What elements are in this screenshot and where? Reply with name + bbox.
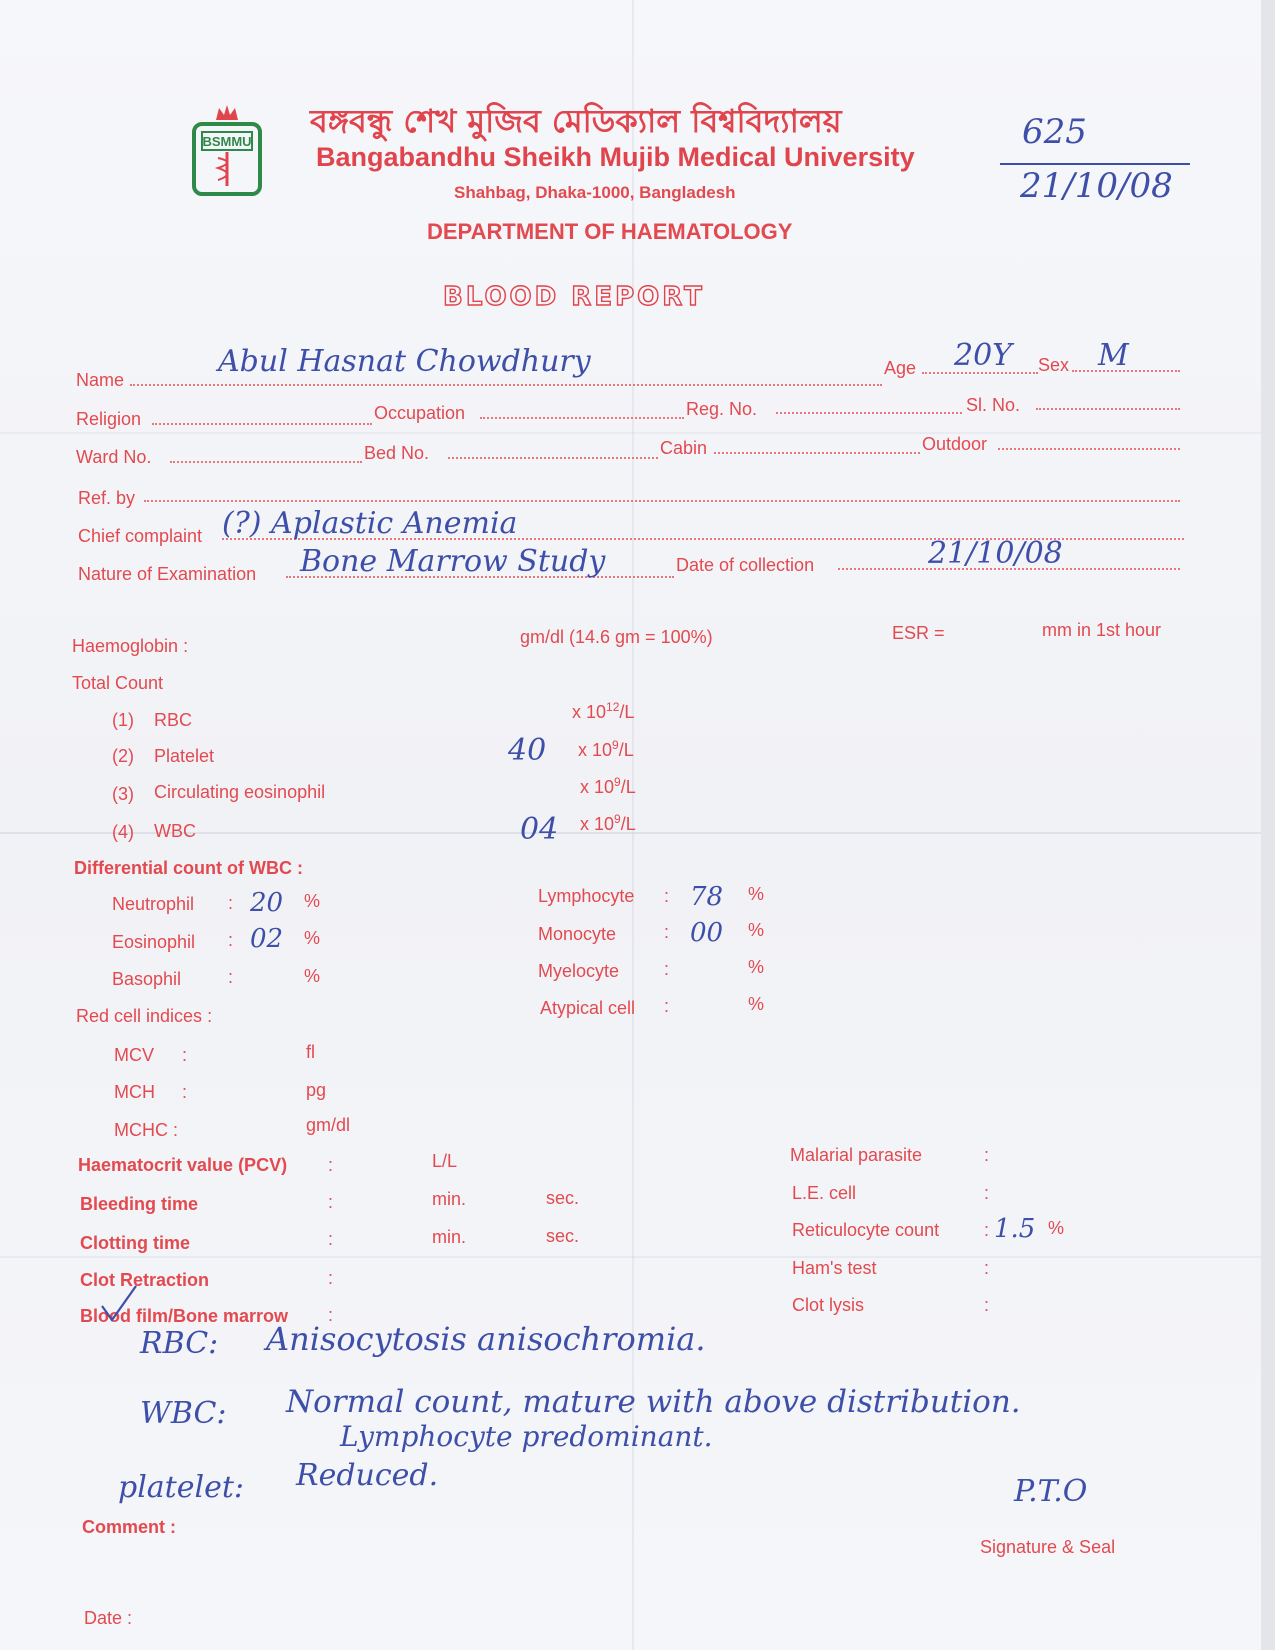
- eosinophil-unit: x $10^9/L$: [580, 775, 636, 797]
- wbc-number: (4): [112, 822, 134, 842]
- dotted-line: [776, 412, 962, 414]
- malarial-parasite-label: Malarial parasite: [790, 1145, 923, 1165]
- mcv-unit: fl: [306, 1042, 315, 1062]
- colon: :: [182, 1082, 188, 1102]
- colon: :: [228, 930, 234, 950]
- eosinophil-value: 02: [250, 924, 284, 954]
- esr-unit: mm in 1st hour: [1042, 620, 1162, 640]
- lymphocyte-label: Lymphocyte: [538, 886, 635, 906]
- nature-of-examination-label: Nature of Examination: [78, 564, 257, 584]
- esr-label: ESR =: [892, 623, 945, 643]
- haemoglobin-unit: gm/dl (14.6 gm = 100%): [520, 627, 713, 647]
- sl-no-label: Sl. No.: [966, 395, 1021, 415]
- colon: :: [328, 1305, 334, 1325]
- platelet-value: 40: [508, 733, 547, 768]
- colon: :: [664, 996, 670, 1016]
- myelocyte-label: Myelocyte: [538, 961, 620, 981]
- patient-sex: M: [1098, 338, 1129, 373]
- colon: :: [664, 959, 670, 979]
- university-address: Shahbag, Dhaka-1000, Bangladesh: [454, 183, 736, 202]
- clotting-sec-unit: sec.: [546, 1226, 580, 1246]
- percent-sign: %: [1048, 1218, 1065, 1238]
- patient-name: Abul Hasnat Chowdhury: [218, 344, 591, 379]
- mchc-label: MCHC :: [114, 1120, 178, 1140]
- crown-icon: [214, 104, 240, 122]
- dotted-line: [998, 448, 1180, 450]
- rbc-unit: x $10^{12}/L$: [572, 700, 635, 722]
- logo-text: BSMMU: [202, 134, 252, 149]
- date-label: Date :: [84, 1608, 133, 1628]
- clotting-time-label: Clotting time: [80, 1233, 190, 1253]
- pto-note: P.T.O: [1014, 1474, 1088, 1509]
- bed-no-label: Bed No.: [364, 443, 430, 463]
- colon: :: [984, 1220, 990, 1240]
- monocyte-label: Monocyte: [538, 924, 617, 944]
- colon: :: [228, 893, 234, 913]
- percent-sign: %: [748, 994, 765, 1014]
- checkmark-icon: [98, 1284, 140, 1324]
- platelet-number: (2): [112, 746, 134, 766]
- eosinophil-label: Eosinophil: [112, 932, 196, 952]
- university-name: Bangabandhu Sheikh Mujib Medical University: [316, 142, 915, 172]
- reg-no-label: Reg. No.: [686, 399, 758, 419]
- cabin-label: Cabin: [660, 438, 708, 458]
- colon: :: [328, 1229, 334, 1249]
- platelet-finding: Reduced.: [296, 1458, 439, 1493]
- paper-fold: [0, 432, 1275, 434]
- serial-note: 625: [1022, 112, 1087, 152]
- age-label: Age: [884, 358, 917, 378]
- percent-sign: %: [748, 884, 765, 904]
- clot-lysis-label: Clot lysis: [792, 1295, 865, 1315]
- colon: :: [328, 1192, 334, 1212]
- blood-film-label: Blood film/Bone marrow: [80, 1306, 289, 1326]
- report-title: BLOOD REPORT: [443, 282, 705, 312]
- rbc-finding: Anisocytosis anisochromia.: [266, 1320, 706, 1358]
- colon: :: [664, 886, 670, 906]
- platelet-finding-prefix: platelet:: [118, 1470, 245, 1505]
- hams-test-label: Ham's test: [792, 1258, 877, 1278]
- pcv-label: Haematocrit value (PCV): [78, 1155, 288, 1175]
- percent-sign: %: [748, 957, 765, 977]
- bleeding-min-unit: min.: [432, 1189, 467, 1209]
- colon: :: [984, 1183, 990, 1203]
- university-bangla-name: বঙ্গবন্ধু শেখ মুজিব মেডিক্যাল বিশ্ববিদ্যালয়: [310, 102, 842, 140]
- total-count-label: Total Count: [72, 673, 164, 693]
- dotted-line: [144, 500, 1180, 502]
- sex-label: Sex: [1038, 355, 1070, 375]
- differential-count-title: Differential count of WBC :: [74, 858, 303, 878]
- wbc-finding-prefix: WBC:: [140, 1396, 227, 1431]
- rbc-label: RBC: [154, 710, 193, 730]
- mchc-unit: gm/dl: [306, 1115, 351, 1135]
- date-of-collection-value: 21/10/08: [928, 536, 1063, 571]
- dotted-line: [130, 384, 882, 386]
- lymphocyte-value: 78: [690, 882, 724, 912]
- haemoglobin-label: Haemoglobin :: [72, 636, 189, 656]
- nature-of-examination-value: Bone Marrow Study: [300, 544, 606, 579]
- date-of-collection-label: Date of collection: [676, 555, 815, 575]
- rbc-number: (1): [112, 710, 134, 730]
- dotted-line: [480, 417, 684, 419]
- ref-by-label: Ref. by: [78, 488, 136, 508]
- percent-sign: %: [304, 891, 321, 911]
- outdoor-label: Outdoor: [922, 434, 988, 454]
- mch-label: MCH: [114, 1082, 155, 1102]
- name-label: Name: [76, 370, 125, 390]
- reticulocyte-count-value: 1.5: [994, 1214, 1036, 1244]
- chief-complaint-value: (?) Aplastic Anemia: [222, 506, 518, 541]
- colon: :: [984, 1258, 990, 1278]
- rbc-finding-prefix: RBC:: [140, 1326, 219, 1361]
- comment-label: Comment :: [82, 1517, 176, 1537]
- pcv-unit: L/L: [432, 1151, 458, 1171]
- religion-label: Religion: [76, 409, 142, 429]
- note-divider: [1000, 163, 1190, 165]
- reticulocyte-count-label: Reticulocyte count: [792, 1220, 940, 1240]
- neutrophil-label: Neutrophil: [112, 894, 195, 914]
- platelet-unit: x $10^9/L$: [578, 738, 634, 760]
- dotted-line: [448, 457, 658, 459]
- red-cell-indices-title: Red cell indices :: [76, 1006, 213, 1026]
- neutrophil-value: 20: [250, 888, 284, 918]
- colon: :: [182, 1045, 188, 1065]
- wbc-label: WBC: [154, 821, 196, 841]
- paper-edge: [1261, 0, 1275, 1650]
- clot-retraction-label: Clot Retraction: [80, 1270, 210, 1290]
- serial-date-note: 21/10/08: [1020, 166, 1173, 206]
- colon: :: [328, 1268, 334, 1288]
- wbc-unit: x $10^9/L$: [580, 812, 636, 834]
- clotting-min-unit: min.: [432, 1227, 467, 1247]
- percent-sign: %: [304, 966, 321, 986]
- mcv-label: MCV: [114, 1045, 154, 1065]
- percent-sign: %: [748, 920, 765, 940]
- colon: :: [984, 1295, 990, 1315]
- eosinophil-count-number: (3): [112, 784, 134, 804]
- platelet-label: Platelet: [154, 746, 215, 766]
- wbc-value: 04: [520, 812, 559, 847]
- signature-seal-label: Signature & Seal: [980, 1537, 1116, 1557]
- patient-age: 20Y: [954, 338, 1012, 373]
- bleeding-sec-unit: sec.: [546, 1188, 580, 1208]
- basophil-label: Basophil: [112, 969, 182, 989]
- wbc-finding: Normal count, mature with above distribution.: [286, 1384, 1021, 1420]
- colon: :: [664, 922, 670, 942]
- dotted-line: [714, 452, 920, 454]
- chief-complaint-label: Chief complaint: [78, 526, 203, 546]
- paper-fold: [0, 1256, 1275, 1258]
- bleeding-time-label: Bleeding time: [80, 1194, 199, 1214]
- ward-no-label: Ward No.: [76, 447, 152, 467]
- colon: :: [328, 1155, 334, 1175]
- university-logo-icon: [192, 122, 262, 196]
- monocyte-value: 00: [690, 918, 724, 948]
- colon: :: [228, 967, 234, 987]
- percent-sign: %: [304, 928, 321, 948]
- circulating-eosinophil-label: Circulating eosinophil: [154, 782, 326, 802]
- le-cell-label: L.E. cell: [792, 1183, 857, 1203]
- mch-unit: pg: [306, 1080, 327, 1100]
- wbc-finding-line2: Lymphocyte predominant.: [340, 1420, 713, 1453]
- atypical-cell-label: Atypical cell: [540, 998, 636, 1018]
- colon: :: [984, 1145, 990, 1165]
- dotted-line: [152, 423, 372, 425]
- dotted-line: [1036, 408, 1180, 410]
- occupation-label: Occupation: [374, 403, 466, 423]
- dotted-line: [170, 461, 362, 463]
- department-title: DEPARTMENT OF HAEMATOLOGY: [427, 219, 793, 244]
